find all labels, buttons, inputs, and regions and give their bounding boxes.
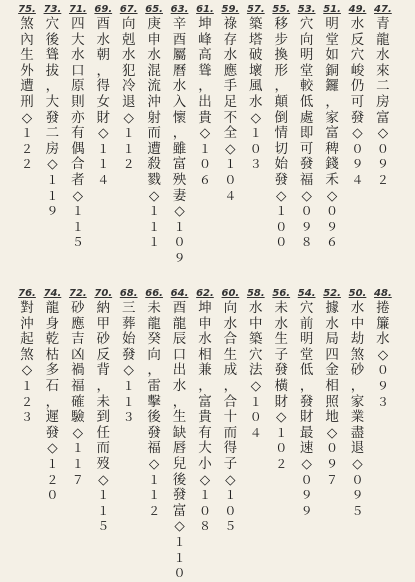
toc-entry (320, 288, 344, 566)
entry-title: 酉 水 朝 ， 得 女 財 ◇ １ １ ４ (96, 16, 111, 187)
entry-title: 煞 內 生 外 遭 刑 ◇ １ ２ ２ (20, 16, 34, 172)
contents-lower-block (15, 288, 395, 581)
entry-title: 向 水 合 生 成 ， 合 十 而 得 子 ◇ １ ０ ５ (223, 300, 238, 534)
toc-entry (345, 288, 369, 566)
entry-number: 50. (348, 288, 367, 299)
toc-entry (66, 4, 90, 282)
entry-number: 74. (43, 288, 62, 299)
entry-number: 51. (323, 4, 341, 15)
entry-title: 移 步 換 形 ， 顛 倒 情 切 始 發 ◇ １ ０ ０ (274, 16, 288, 250)
entry-number: 75. (18, 4, 36, 15)
toc-entry (269, 4, 293, 282)
entry-number: 62. (196, 288, 214, 299)
entry-number: 69. (94, 4, 113, 15)
toc-entry (218, 4, 242, 282)
entry-number: 70. (94, 288, 113, 299)
entry-title: 辛 酉 屬 曆 水 入 懷 ， 雖 富 殃 妻 ◇ １ ０ ９ (172, 16, 187, 265)
entry-number: 52. (323, 288, 341, 299)
entry-title: 水 中 築 穴 法 ◇ １ ０ ４ (249, 300, 263, 440)
toc-entry (168, 288, 192, 581)
entry-number: 57. (246, 4, 265, 15)
entry-number: 63. (170, 4, 189, 15)
toc-entry (40, 288, 64, 566)
entry-title: 未 龍 癸 向 ， 雷 擊 後 發 福 ◇ １ １ ２ (147, 300, 161, 518)
entry-title: 龍 身 乾 枯 多 石 ， 遲 發 ◇ １ ２ ０ (45, 300, 60, 503)
entry-number: 71. (68, 4, 87, 15)
toc-entry (244, 288, 268, 566)
entry-title: 青 龍 水 來 二 房 富 ◇ ０ ９ ２ (376, 16, 390, 187)
entry-title: 穴 前 明 堂 低 ， 發 財 最 速 ◇ ０ ９ ９ (299, 300, 314, 518)
entry-number: 68. (119, 288, 138, 299)
entry-number: 72. (68, 288, 87, 299)
toc-entry (295, 4, 319, 282)
entry-title: 坤 申 水 相 兼 ， 富 貴 有 大 小 ◇ １ ０ ８ (198, 300, 212, 534)
entry-title: 築 塔 破 壞 風 水 ◇ １ ０ ３ (249, 16, 263, 172)
entry-number: 67. (119, 4, 138, 15)
toc-entry (15, 288, 39, 566)
toc-entry (345, 4, 369, 282)
entry-title: 四 大 水 口 原 則 亦 有 偶 合 者 ◇ １ １ ５ (71, 16, 85, 250)
entry-title: 坤 峰 高 聳 ， 出 貴 ◇ １ ０ ６ (198, 16, 212, 187)
entry-title: 納 甲 砂 反 背 ， 未 到 任 而 歿 ◇ １ １ ５ (96, 300, 111, 534)
entry-title: 穴 向 明 堂 較 低 處 即 可 發 福 ◇ ０ ９ ８ (299, 16, 314, 250)
entry-number: 54. (297, 288, 316, 299)
toc-entry (218, 288, 242, 566)
toc-entry (371, 288, 395, 566)
entry-title: 水 中 劫 煞 砂 ， 家 業 盡 退 ◇ ０ ９ ５ (350, 300, 365, 518)
entry-title: 三 葬 始 發 ◇ １ １ ３ (121, 300, 136, 425)
entry-title: 未 水 生 子 發 橫 財 ◇ １ ０ ２ (274, 300, 288, 471)
toc-entry (320, 4, 344, 282)
entry-number: 65. (145, 4, 163, 15)
toc-entry (295, 288, 319, 566)
toc-entry (193, 4, 217, 282)
toc-entry (15, 4, 39, 282)
entry-number: 48. (374, 288, 392, 299)
entry-title: 水 反 穴 峻 仍 可 發 ◇ ０ ９ ４ (350, 16, 365, 187)
toc-entry (66, 288, 90, 566)
entry-title: 據 水 局 四 金 相 照 地 ◇ ０ ９ ７ (325, 300, 339, 487)
entry-title: 砂 應 吉 凶 禍 福 確 驗 ◇ １ １ ７ (71, 300, 85, 487)
entry-number: 56. (272, 288, 291, 299)
entry-number: 55. (272, 4, 291, 15)
entry-title: 向 剋 水 犯 冷 退 ◇ １ １ ２ (121, 16, 136, 172)
entry-number: 49. (348, 4, 367, 15)
entry-number: 47. (374, 4, 392, 15)
toc-entry (91, 4, 115, 282)
toc-entry (40, 4, 64, 282)
toc-entry (91, 288, 115, 566)
toc-entry (142, 4, 166, 282)
entry-number: 76. (18, 288, 36, 299)
toc-entry (269, 288, 293, 566)
entry-title: 酉 龍 辰 口 出 水 ， 生 缺 唇 兒 後 發 富 ◇ １ １ ０ (172, 300, 187, 581)
entry-number: 66. (145, 288, 163, 299)
entry-number: 58. (246, 288, 265, 299)
toc-entry (193, 288, 217, 566)
toc-entry (371, 4, 395, 282)
toc-entry (142, 288, 166, 566)
entry-title: 捲 簾 水 ◇ ０ ９ ３ (376, 300, 390, 409)
entry-number: 60. (221, 288, 240, 299)
entry-title: 穴 後 聳 拔 ， 大 發 二 房 ◇ １ １ ９ (45, 16, 60, 219)
contents-upper-block (15, 4, 395, 282)
entry-number: 53. (297, 4, 316, 15)
entry-number: 59. (221, 4, 240, 15)
entry-title: 庚 申 水 混 流 沖 射 而 遭 殺 戮 ◇ １ １ １ (147, 16, 161, 250)
entry-number: 73. (43, 4, 62, 15)
toc-entry (244, 4, 268, 282)
toc-entry (168, 4, 192, 282)
entry-number: 64. (170, 288, 189, 299)
entry-title: 明 堂 如 銅 鑼 ， 家 富 稗 錢 禾 ◇ ０ ９ ６ (325, 16, 339, 250)
entry-title: 對 沖 起 煞 ◇ １ ２ ３ (20, 300, 34, 425)
toc-entry (117, 4, 141, 282)
toc-entry (117, 288, 141, 566)
entry-title: 祿 存 水 應 手 足 不 全 ◇ １ ０ ４ (223, 16, 238, 203)
entry-number: 61. (196, 4, 214, 15)
